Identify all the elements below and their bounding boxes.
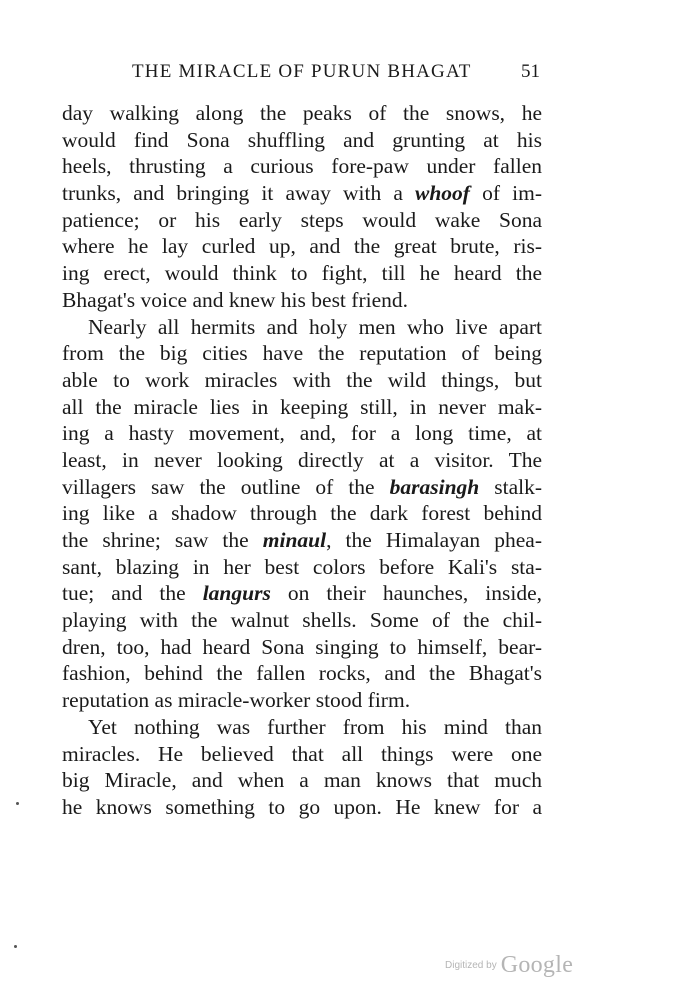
text-line: [62, 394, 542, 421]
running-header: [110, 61, 540, 91]
text-line: [62, 287, 542, 314]
text-segment: Yet nothing was further from his mind than: [88, 714, 542, 739]
italic-term: minaul: [262, 528, 327, 552]
text-line: [62, 447, 542, 474]
text-line: [62, 527, 542, 554]
text-segment: of im-: [469, 181, 542, 206]
text-line: [62, 153, 542, 180]
italic-term: barasingh: [389, 474, 480, 499]
text-line: [62, 127, 542, 154]
text-segment: Bhagat's voice and knew his best friend.: [62, 287, 408, 312]
text-line: [62, 207, 542, 234]
italic-term: whoof: [415, 181, 470, 206]
text-segment: would find Sona shuffling and grunting at his: [62, 127, 542, 152]
text-line: [62, 607, 542, 634]
text-line: [62, 660, 542, 687]
stray-mark: [16, 802, 19, 805]
text-line: [62, 794, 542, 821]
text-segment: he knows something to go upon. He knew for a: [62, 794, 542, 819]
text-segment: villagers saw the outline of the: [62, 474, 390, 499]
text-line: [62, 741, 542, 768]
text-line: [62, 500, 542, 527]
text-segment: ing a hasty movement, and, for a long time, at: [62, 421, 542, 446]
page-number: 51: [521, 61, 540, 82]
digitized-watermark: [445, 952, 605, 982]
text-segment: stalk-: [479, 474, 542, 499]
text-line: [62, 767, 542, 794]
text-segment: tue; and the: [62, 581, 203, 606]
text-segment: fashion, behind the fallen rocks, and the Bhagat's: [62, 661, 542, 686]
watermark-prefix: Digitized by: [445, 960, 497, 971]
text-line: [62, 100, 542, 127]
text-segment: trunks, and bringing it away with a: [62, 181, 415, 206]
text-line: [62, 340, 542, 367]
text-segment: heels, thrusting a curious fore-paw under fallen: [62, 154, 542, 179]
text-line: [62, 554, 542, 581]
text-segment: dren, too, had heard Sona singing to himself, bear-: [62, 634, 542, 659]
body-text: [62, 100, 542, 821]
stray-mark: [14, 945, 17, 948]
text-segment: from the big cities have the reputation of being: [62, 341, 542, 366]
text-line: [62, 180, 542, 207]
text-segment: playing with the walnut shells. Some of the chil-: [62, 608, 542, 633]
text-line: [62, 260, 542, 287]
text-segment: patience; or his early steps would wake Sona: [62, 207, 542, 232]
text-segment: , the Himalayan phea-: [326, 528, 542, 552]
text-line: [62, 367, 542, 394]
text-segment: miracles. He believed that all things were one: [62, 741, 542, 766]
text-segment: ing like a shadow through the dark forest behind: [62, 501, 542, 526]
running-title: THE MIRACLE OF PURUN BHAGAT: [132, 61, 472, 82]
text-line: [62, 233, 542, 260]
text-segment: reputation as miracle-worker stood firm.: [62, 688, 411, 713]
text-line: [62, 687, 542, 714]
text-segment: Nearly all hermits and holy men who live apart: [88, 314, 542, 339]
text-segment: on their haunches, inside,: [270, 581, 542, 606]
text-line: [62, 420, 542, 447]
text-line: [62, 580, 542, 607]
text-segment: sant, blazing in her best colors before Kali's sta-: [62, 554, 542, 579]
text-line: [62, 474, 542, 501]
watermark-brand-logo: Google: [500, 952, 574, 978]
text-line: [62, 314, 542, 341]
text-line: [62, 634, 542, 661]
text-segment: big Miracle, and when a man knows that much: [62, 768, 542, 793]
italic-term: langurs: [202, 581, 271, 606]
text-segment: all the miracle lies in keeping still, in never mak-: [62, 394, 542, 419]
text-segment: the shrine; saw the: [62, 528, 263, 552]
text-segment: where he lay curled up, and the great brute, ris-: [62, 234, 542, 259]
text-segment: able to work miracles with the wild things, but: [62, 367, 542, 392]
text-line: [62, 714, 542, 741]
text-segment: ing erect, would think to fight, till he heard the: [62, 261, 542, 286]
text-segment: day walking along the peaks of the snows, he: [62, 101, 542, 125]
text-segment: least, in never looking directly at a visitor. The: [62, 447, 542, 472]
